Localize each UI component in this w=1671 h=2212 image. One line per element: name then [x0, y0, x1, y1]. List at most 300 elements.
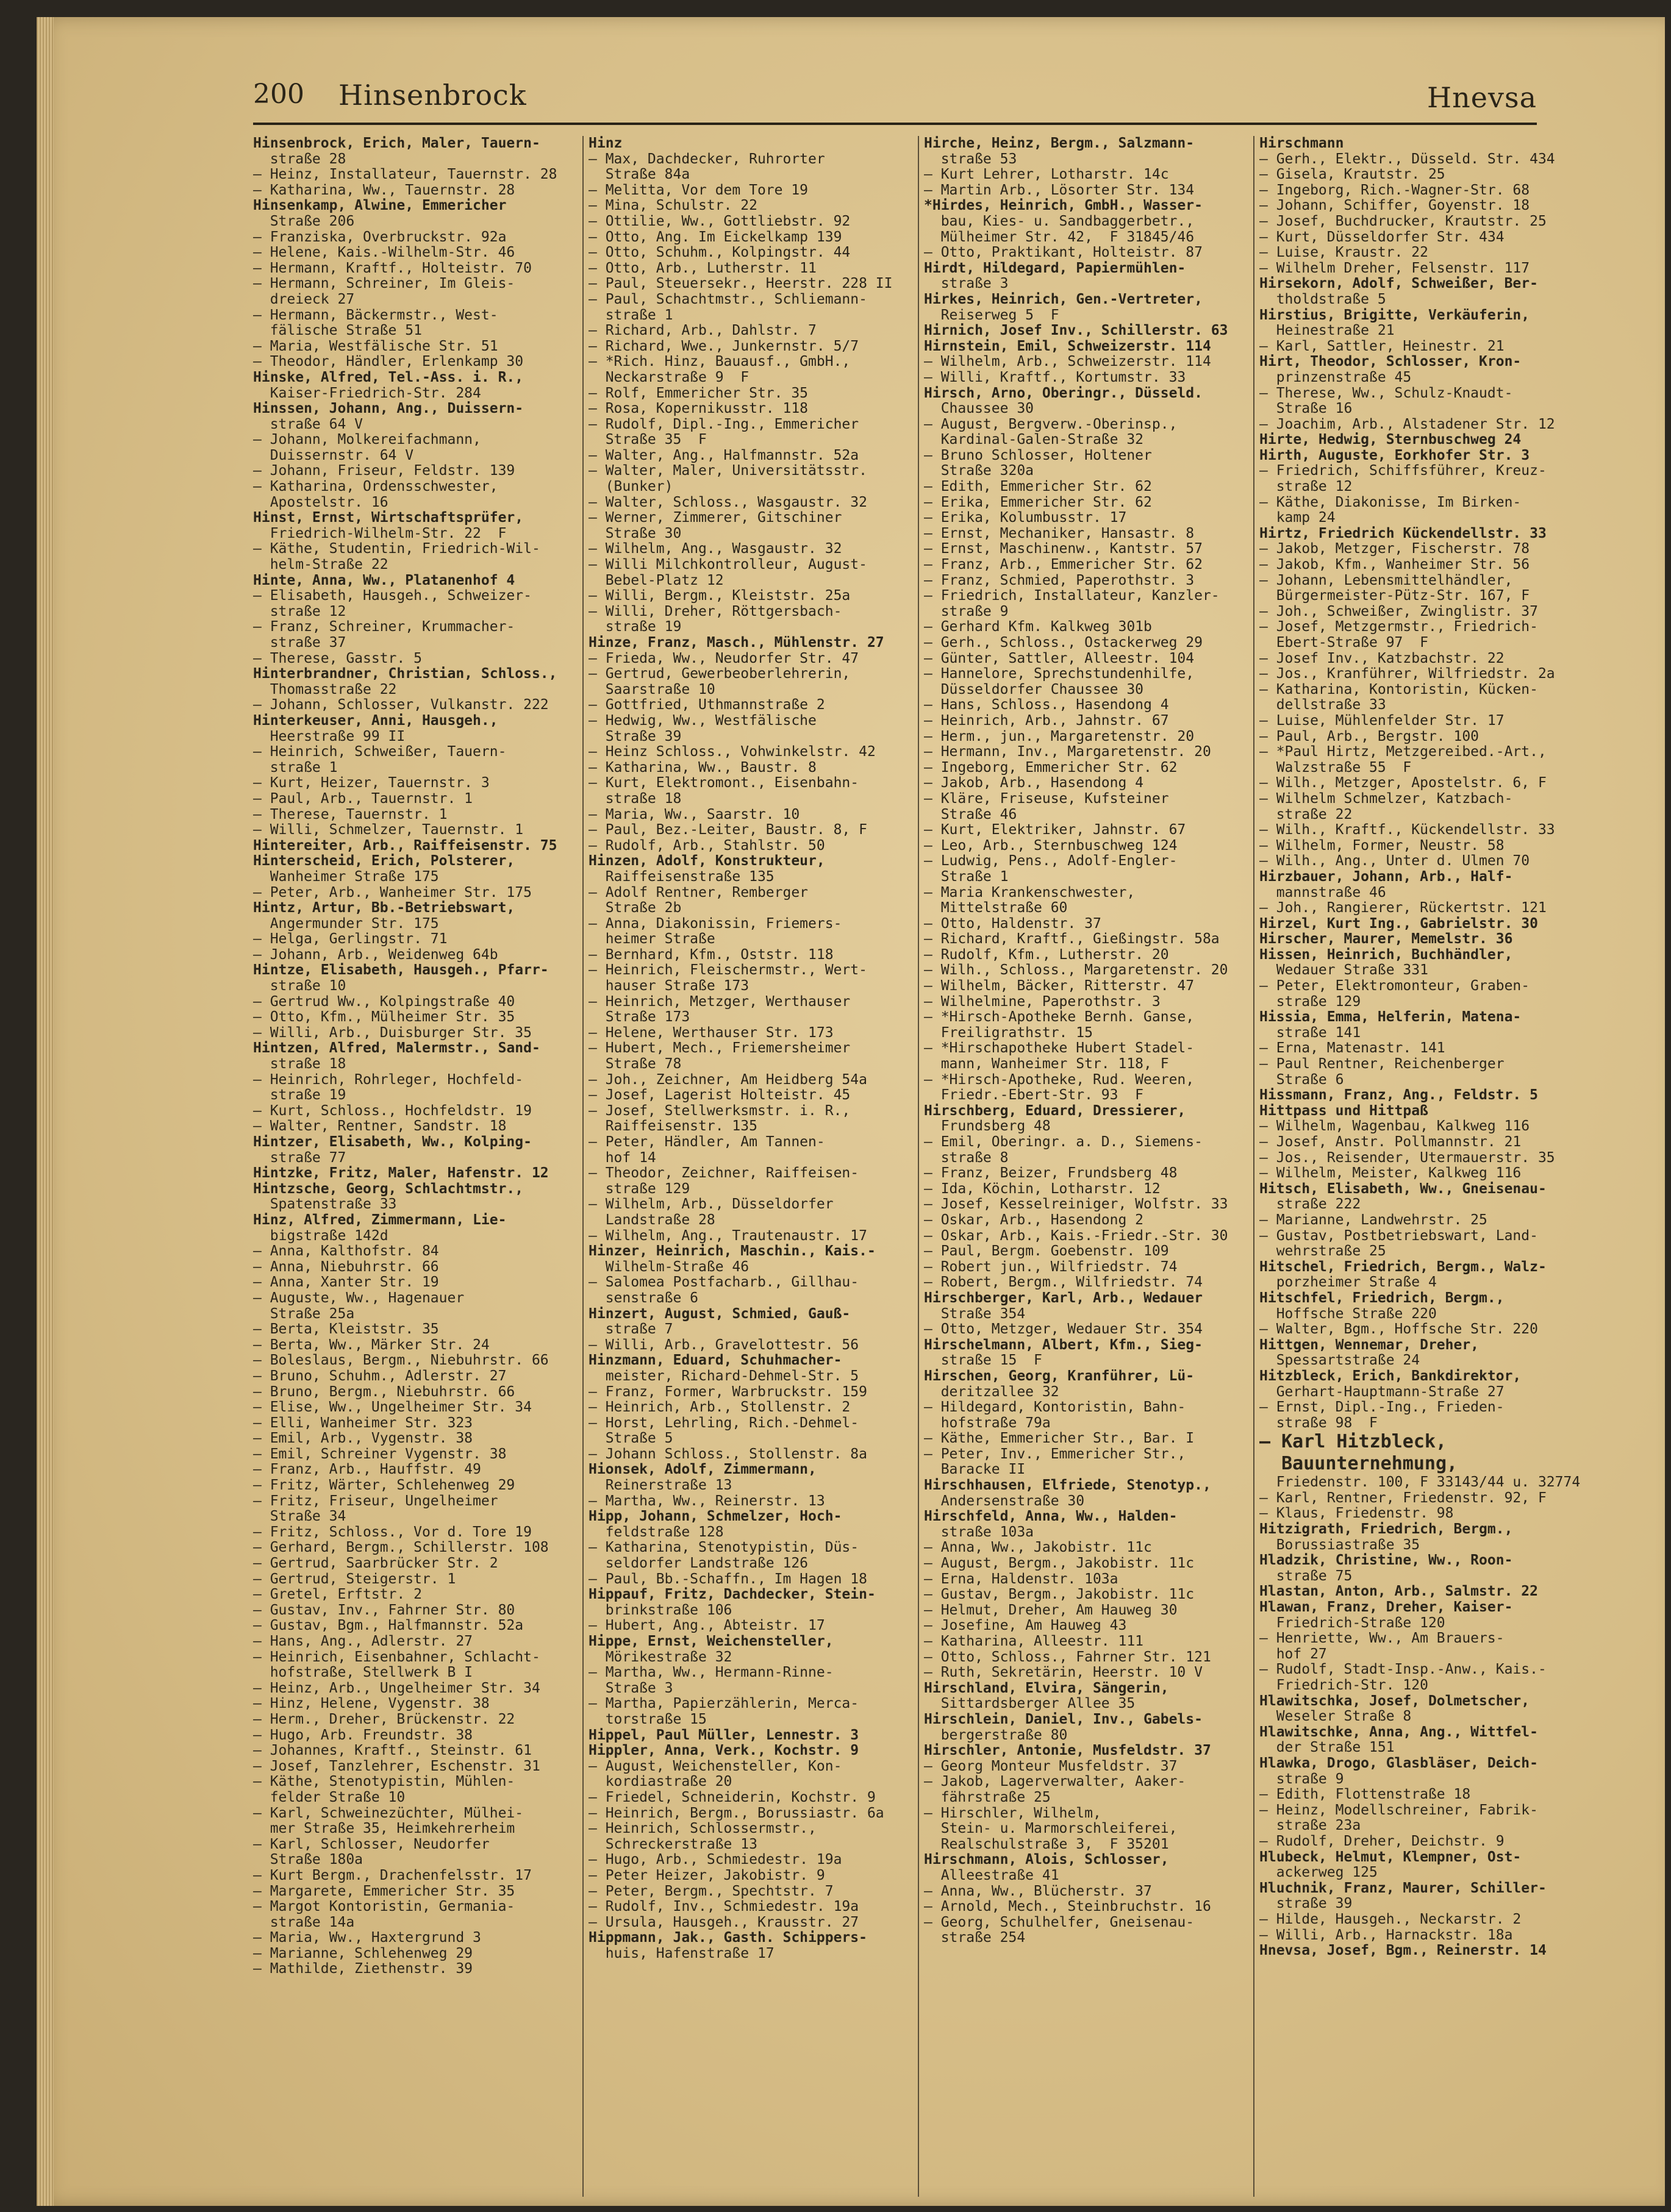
directory-entry-line: — Gretel, Erftstr. 2	[253, 1587, 422, 1603]
directory-entry-line: — Bruno Schlosser, Holtener	[924, 448, 1152, 463]
directory-entry-line: — Erika, Kolumbusstr. 17	[924, 510, 1127, 526]
directory-entry-line: straße 15 F	[924, 1353, 1042, 1369]
directory-entry-line: — Katharina, Ordensschwester,	[253, 479, 498, 495]
directory-entry-line: — Kurt Lehrer, Lotharstr. 14c	[924, 167, 1169, 183]
directory-entry-line: — Otto, Kfm., Mülheimer Str. 35	[253, 1010, 515, 1026]
directory-entry-line: Straße 3	[589, 1680, 673, 1696]
directory-entry-line: — Oskar, Arb., Kais.-Friedr.-Str. 30	[924, 1228, 1228, 1244]
directory-entry-line: — August, Bergverw.-Oberinsp.,	[924, 416, 1178, 432]
directory-entry-line: Hirzel, Kurt Ing., Gabrielstr. 30	[1259, 916, 1538, 932]
directory-entry-line: — Rolf, Emmericher Str. 35	[589, 385, 809, 401]
directory-entry-line: — Kurt, Düsseldorfer Str. 434	[1259, 229, 1505, 245]
directory-entry-line: — Fritz, Schloss., Vor d. Tore 19	[253, 1524, 532, 1540]
directory-entry-line: — Georg, Schulhelfer, Gneisenau-	[924, 1914, 1195, 1930]
directory-entry-line: Straße 16	[1259, 401, 1353, 417]
directory-entry-line: Hintze, Elisabeth, Hausgeh., Pfarr-	[253, 963, 549, 979]
directory-entry-line: — Wilhelmine, Paperothstr. 3	[924, 994, 1161, 1010]
directory-entry-line: — Kurt Bergm., Drachenfelsstr. 17	[253, 1868, 532, 1883]
directory-entry-line: Hlubeck, Helmut, Klempner, Ost-	[1259, 1849, 1522, 1865]
directory-entry-line: kamp 24	[1259, 510, 1336, 526]
directory-page	[37, 17, 1665, 2206]
directory-entry-line: — Peter Heizer, Jakobistr. 9	[589, 1868, 825, 1883]
directory-entry-line: *Hirdes, Heinrich, GmbH., Wasser-	[924, 198, 1203, 214]
directory-entry-line: — Emil, Schreiner Vygenstr. 38	[253, 1446, 507, 1462]
directory-entry-line: Hirsch, Arno, Oberingr., Düsseld.	[924, 385, 1203, 401]
directory-entry-line: — Josef, Anstr. Pollmannstr. 21	[1259, 1135, 1522, 1150]
directory-entry-line: — Martha, Papierzählerin, Merca-	[589, 1696, 859, 1712]
directory-entry-line: Saarstraße 10	[589, 682, 715, 697]
directory-entry-line: — Gerhard Kfm. Kalkweg 301b	[924, 619, 1152, 635]
directory-entry-line: Straße 1	[924, 869, 1009, 885]
directory-entry-line: — Ottilie, Ww., Gottliebstr. 92	[589, 213, 851, 229]
directory-entry-line: — Paul, Steuersekr., Heerstr. 228 II	[589, 276, 893, 292]
directory-entry-line: — Heinz, Arb., Ungelheimer Str. 34	[253, 1680, 540, 1696]
directory-entry-line: — Otto, Metzger, Wedauer Str. 354	[924, 1322, 1203, 1338]
directory-entry-line: — Leo, Arb., Sternbuschweg 124	[924, 838, 1178, 854]
directory-entry-line: — Martha, Ww., Hermann-Rinne-	[589, 1665, 834, 1681]
column-divider	[582, 136, 584, 2197]
directory-entry-line: — Ernst, Mechaniker, Hansastr. 8	[924, 526, 1195, 541]
directory-entry-line: — Joh., Schweißer, Zwinglistr. 37	[1259, 604, 1538, 619]
directory-entry-line: straße 39	[1259, 1896, 1353, 1912]
directory-entry-line: Hitschel, Friedrich, Bergm., Walz-	[1259, 1259, 1547, 1275]
directory-entry-line: — Johann, Lebensmittelhändler,	[1259, 573, 1513, 588]
directory-entry-line: — Maria, Ww., Haxtergrund 3	[253, 1930, 481, 1946]
directory-entry-line: — Wilh., Kraftf., Kückendellstr. 33	[1259, 822, 1555, 838]
directory-entry-line: — Herm., jun., Margaretenstr. 20	[924, 729, 1195, 744]
directory-entry-line: Hirzbauer, Johann, Arb., Half-	[1259, 869, 1513, 885]
directory-entry-line: — Jos., Reisender, Utermauerstr. 35	[1259, 1150, 1555, 1166]
page-edge	[37, 17, 54, 2206]
directory-entry-line: — Anna, Ww., Blücherstr. 37	[924, 1883, 1152, 1899]
directory-entry-line: — *Hirsch-Apotheke Bernh. Ganse,	[924, 1010, 1195, 1026]
directory-entry-line: Straße 35 F	[589, 432, 707, 448]
directory-entry-line: — Kurt, Heizer, Tauernstr. 3	[253, 776, 490, 791]
directory-entry-line: Hipp, Johann, Schmelzer, Hoch-	[589, 1509, 842, 1525]
directory-entry-line: — Franz, Beizer, Frundsberg 48	[924, 1166, 1178, 1182]
directory-entry-line: Hirtz, Friedrich Kückendellstr. 33	[1259, 526, 1547, 541]
directory-entry-line: — Gisela, Krautstr. 25	[1259, 167, 1445, 183]
directory-entry-line: — Hubert, Ang., Abteistr. 17	[589, 1618, 825, 1634]
directory-entry-line: Baracke II	[924, 1462, 1026, 1478]
ad-firm: Bauunternehmung,	[1259, 1453, 1458, 1475]
directory-entry-line: — Gertrud Ww., Kolpingstraße 40	[253, 994, 515, 1010]
directory-entry-line: — Maria, Ww., Saarstr. 10	[589, 807, 800, 822]
left-running-head: Hinsenbrock	[338, 79, 527, 112]
column-1	[253, 136, 579, 2197]
directory-entry-line: — Walter, Bgm., Hoffsche Str. 220	[1259, 1322, 1538, 1338]
directory-entry-line: fälische Straße 51	[253, 323, 422, 339]
directory-entry-line: — Johannes, Kraftf., Steinstr. 61	[253, 1743, 532, 1759]
directory-entry-line: — Jakob, Kfm., Wanheimer Str. 56	[1259, 557, 1530, 573]
directory-entry-line: — Werner, Zimmerer, Gitschiner	[589, 510, 842, 526]
directory-entry-line: — Josef, Kesselreiniger, Wolfstr. 33	[924, 1197, 1228, 1213]
directory-entry-line: — Johann, Schiffer, Goyenstr. 18	[1259, 198, 1530, 214]
directory-entry-line: straße 141	[1259, 1025, 1361, 1041]
directory-entry-line: — Margot Kontoristin, Germania-	[253, 1899, 515, 1915]
directory-entry-line: — Wilhelm, Former, Neustr. 58	[1259, 838, 1505, 854]
directory-entry-line: — Johann Schloss., Stollenstr. 8a	[589, 1446, 867, 1462]
directory-entry-line: Hirche, Heinz, Bergm., Salzmann-	[924, 136, 1195, 151]
directory-entry-line: — Gustav, Inv., Fahrner Str. 80	[253, 1602, 515, 1618]
directory-entry-line: mann, Wanheimer Str. 118, F	[924, 1057, 1169, 1072]
directory-entry-line: — Jakob, Metzger, Fischerstr. 78	[1259, 541, 1530, 557]
directory-entry-line: Sittardsberger Allee 35	[924, 1696, 1136, 1712]
directory-entry-line: fährstraße 25	[924, 1789, 1051, 1805]
directory-entry-line: — Gustav, Bergm., Jakobistr. 11c	[924, 1587, 1195, 1603]
directory-entry-line: — Helmut, Dreher, Am Hauweg 30	[924, 1602, 1178, 1618]
directory-entry-line: Straße 6	[1259, 1072, 1344, 1088]
directory-entry-line: straße 9	[924, 604, 1009, 619]
directory-entry-line: Straße 39	[589, 729, 682, 744]
directory-entry-line: Hnevsa, Josef, Bgm., Reinerstr. 14	[1259, 1943, 1547, 1959]
directory-entry-line: Hirkes, Heinrich, Gen.-Vertreter,	[924, 291, 1203, 307]
directory-entry-line: — Walter, Schloss., Wasgaustr. 32	[589, 494, 867, 510]
directory-entry-line: — *Hirschapotheke Hubert Stadel-	[924, 1041, 1195, 1057]
directory-entry-line: — Jakob, Lagerverwalter, Aaker-	[924, 1774, 1186, 1790]
directory-entry-line: — Wilhelm, Ang., Wasgaustr. 32	[589, 541, 842, 557]
directory-entry-line: — Kläre, Friseuse, Kufsteiner	[924, 791, 1169, 807]
directory-entry-line: — Käthe, Studentin, Friedrich-Wil-	[253, 541, 540, 557]
directory-entry-line: — Hinz, Helene, Vygenstr. 38	[253, 1696, 490, 1712]
directory-entry-line: — Otto, Praktikant, Holteistr. 87	[924, 245, 1203, 261]
directory-entry-line: Walzstraße 55 F	[1259, 760, 1412, 776]
directory-entry-line: straße 8	[924, 1150, 1009, 1166]
directory-entry-line: — Johann, Friseur, Feldstr. 139	[253, 463, 515, 479]
directory-entry-line: Hirte, Hedwig, Sternbuschweg 24	[1259, 432, 1522, 448]
directory-entry-line: — *Hirsch-Apotheke, Rud. Weeren,	[924, 1072, 1195, 1088]
directory-entry-line: — Anna, Kalthofstr. 84	[253, 1244, 439, 1260]
directory-entry-line: — Anna, Xanter Str. 19	[253, 1275, 439, 1291]
directory-entry-line: Straße 320a	[924, 463, 1034, 479]
directory-entry-line: straße 10	[253, 979, 346, 994]
directory-entry-line: Hirschberger, Karl, Arb., Wedauer	[924, 1290, 1203, 1306]
directory-entry-line: Reiserweg 5 F	[924, 307, 1059, 323]
directory-entry-line: Friedr.-Ebert-Str. 93 F	[924, 1088, 1144, 1104]
directory-entry-line: Hintzsche, Georg, Schlachtmstr.,	[253, 1181, 524, 1197]
directory-entry-line: Hirschfeld, Anna, Ww., Halden-	[924, 1509, 1178, 1525]
directory-entry-line: — Paul, Arb., Bergstr. 100	[1259, 729, 1480, 744]
directory-entry-line: — Heinrich, Schlossermstr.,	[589, 1821, 817, 1837]
directory-entry-line: — Melitta, Vor dem Tore 19	[589, 182, 809, 198]
directory-entry-line: — Josef, Metzgermstr., Friedrich-	[1259, 619, 1538, 635]
directory-entry-line: — Fritz, Wärter, Schlehenweg 29	[253, 1478, 515, 1494]
directory-entry-line: Hintzen, Alfred, Malermstr., Sand-	[253, 1041, 540, 1057]
directory-entry-line: Kaiser-Friedrich-Str. 284	[253, 385, 481, 401]
directory-entry-line: straße 98 F	[1259, 1415, 1378, 1431]
directory-entry-line: — Käthe, Stenotypistin, Mühlen-	[253, 1774, 515, 1790]
directory-entry-line: — Max, Dachdecker, Ruhrorter	[589, 151, 825, 167]
directory-entry-line: straße 37	[253, 635, 346, 651]
directory-entry-line: — Wilhelm, Meister, Kalkweg 116	[1259, 1166, 1522, 1182]
directory-entry-line: — Franz, Former, Warbruckstr. 159	[589, 1384, 867, 1400]
directory-entry-line: — Marianne, Landwehrstr. 25	[1259, 1212, 1487, 1228]
directory-entry-line: — Gottfried, Uthmannstraße 2	[589, 697, 825, 713]
directory-entry-line: helm-Straße 22	[253, 557, 388, 573]
directory-entry-line: Straße 173	[589, 1010, 690, 1026]
directory-entry-line: — Walter, Rentner, Sandstr. 18	[253, 1119, 507, 1135]
directory-entry-line: — Luise, Kraustr. 22	[1259, 245, 1428, 261]
directory-entry-line: — Helene, Kais.-Wilhelm-Str. 46	[253, 245, 515, 261]
directory-entry-line: wehrstraße 25	[1259, 1244, 1386, 1260]
directory-entry-line: Mülheimer Str. 42, F 31845/46	[924, 229, 1195, 245]
directory-entry-line: Andersenstraße 30	[924, 1493, 1085, 1509]
directory-entry-line: Hinzert, August, Schmied, Gauß-	[589, 1306, 851, 1322]
directory-entry-line: — Johann, Arb., Weidenweg 64b	[253, 947, 498, 963]
directory-entry-line: — Hubert, Mech., Friemersheimer	[589, 1041, 851, 1057]
directory-entry-line: Weseler Straße 8	[1259, 1709, 1412, 1725]
directory-entry-line: — Oskar, Arb., Hasendong 2	[924, 1212, 1144, 1228]
directory-entry-line: — Wilh., Metzger, Apostelstr. 6, F	[1259, 776, 1547, 791]
directory-entry-line: Alleestraße 41	[924, 1868, 1059, 1883]
directory-entry-line: — Theodor, Händler, Erlenkamp 30	[253, 354, 524, 370]
directory-entry-line: — Heinrich, Schweißer, Tauern-	[253, 744, 507, 760]
directory-entry-line: Spessartstraße 24	[1259, 1353, 1420, 1369]
directory-entry-line: — Josef, Stellwerksmstr. i. R.,	[589, 1103, 851, 1119]
directory-entry-line: — Gertrud, Gewerbeoberlehrerin,	[589, 666, 851, 682]
directory-entry-line: — Joh., Rangierer, Rückertstr. 121	[1259, 901, 1547, 916]
directory-entry-line: — Johann, Schlosser, Vulkanstr. 222	[253, 697, 549, 713]
directory-entry-line: — Ruth, Sekretärin, Heerstr. 10 V	[924, 1665, 1203, 1681]
directory-entry-line: Hippler, Anna, Verk., Kochstr. 9	[589, 1743, 859, 1759]
directory-entry-line: — Josef Inv., Katzbachstr. 22	[1259, 651, 1505, 666]
column-3	[924, 136, 1250, 2197]
directory-entry-line: straße 7	[589, 1322, 673, 1338]
directory-entry-line: straße 129	[589, 1181, 690, 1197]
directory-entry-line: — Theodor, Zeichner, Raiffeisen-	[589, 1166, 859, 1182]
directory-entry-line: straße 1	[589, 307, 673, 323]
directory-entry-line: Freiligrathstr. 15	[924, 1025, 1093, 1041]
directory-entry-line: Reinerstraße 13	[589, 1478, 732, 1494]
directory-entry-line: Hinterkeuser, Anni, Hausgeh.,	[253, 713, 498, 729]
directory-entry-line: hofstraße, Stellwerk B I	[253, 1665, 473, 1681]
directory-entry-line: — Wilh., Ang., Unter d. Ulmen 70	[1259, 854, 1530, 869]
directory-entry-line: — Gertrud, Steigerstr. 1	[253, 1571, 456, 1587]
directory-entry-line: — Rudolf, Inv., Schmiedestr. 19a	[589, 1899, 859, 1915]
directory-entry-line: — Heinrich, Arb., Stollenstr. 2	[589, 1400, 851, 1416]
directory-entry-line: Hintzke, Fritz, Maler, Hafenstr. 12	[253, 1166, 549, 1182]
directory-entry-line: — Heinrich, Eisenbahner, Schlacht-	[253, 1649, 540, 1665]
directory-entry-line: — Josef, Tanzlehrer, Eschenstr. 31	[253, 1758, 540, 1774]
directory-entry-line: — Hans, Ang., Adlerstr. 27	[253, 1634, 473, 1649]
directory-entry-line: bigstraße 142d	[253, 1228, 388, 1244]
directory-entry-line: straße 9	[1259, 1771, 1344, 1787]
directory-entry-line: — Willi Milchkontrolleur, August-	[589, 557, 867, 573]
directory-entry-line: — Walter, Ang., Halfmannstr. 52a	[589, 448, 859, 463]
directory-entry-line: — Wilhelm, Arb., Düsseldorfer	[589, 1197, 834, 1213]
directory-entry-line: — Karl, Schlosser, Neudorfer	[253, 1836, 490, 1852]
directory-entry-line: — Paul, Bb.-Schaffn., Im Hagen 18	[589, 1571, 867, 1587]
directory-entry-line: — Otto, Schloss., Fahrner Str. 121	[924, 1649, 1211, 1665]
directory-entry-line: — Otto, Haldenstr. 37	[924, 916, 1101, 932]
directory-entry-line: Straße 30	[589, 526, 682, 541]
directory-entry-line: Hlawan, Franz, Dreher, Kaiser-	[1259, 1600, 1513, 1616]
directory-entry-line: Hittgen, Wennemar, Dreher,	[1259, 1337, 1480, 1353]
directory-entry-line: Straße 46	[924, 807, 1017, 822]
directory-entry-line: — Ursula, Hausgeh., Krausstr. 27	[589, 1914, 859, 1930]
directory-entry-line: — Mathilde, Ziethenstr. 39	[253, 1961, 473, 1977]
directory-entry-line: Hinzmann, Eduard, Schuhmacher-	[589, 1353, 842, 1369]
directory-entry-line: — Willi, Arb., Duisburger Str. 35	[253, 1025, 532, 1041]
directory-entry-line: — Käthe, Diakonisse, Im Birken-	[1259, 494, 1522, 510]
directory-entry-line: — Hans, Schloss., Hasendong 4	[924, 697, 1169, 713]
directory-entry-line: — Heinrich, Fleischermstr., Wert-	[589, 963, 867, 979]
directory-entry-line: straße 77	[253, 1150, 346, 1166]
directory-entry-line: — Hildegard, Kontoristin, Bahn-	[924, 1400, 1186, 1416]
directory-entry-line: — Marianne, Schlehenweg 29	[253, 1946, 473, 1961]
directory-entry-line: — Bernhard, Kfm., Oststr. 118	[589, 947, 834, 963]
directory-entry-line: Bebel-Platz 12	[589, 573, 724, 588]
directory-entry-line: — Ingeborg, Rich.-Wagner-Str. 68	[1259, 182, 1530, 198]
directory-entry-line: mannstraße 46	[1259, 885, 1386, 901]
directory-entry-line: seldorfer Landstraße 126	[589, 1556, 809, 1572]
directory-entry-line: felder Straße 10	[253, 1789, 406, 1805]
directory-entry-line: Gerhart-Hauptmann-Straße 27	[1259, 1384, 1505, 1400]
directory-entry-line: Mittelstraße 60	[924, 901, 1068, 916]
directory-entry-line: Schreckerstraße 13	[589, 1836, 757, 1852]
directory-entry-line: straße 254	[924, 1930, 1026, 1946]
directory-entry-line: straße 12	[1259, 479, 1353, 495]
directory-entry-line: senstraße 6	[589, 1290, 699, 1306]
directory-entry-line: straße 28	[253, 151, 346, 167]
directory-entry-line: — Emil, Oberingr. a. D., Siemens-	[924, 1135, 1203, 1150]
directory-entry-line: — Anna, Diakonissin, Friemers-	[589, 916, 842, 932]
directory-entry-line: straße 103a	[924, 1524, 1034, 1540]
directory-entry-line: — Wilhelm Dreher, Felsenstr. 117	[1259, 260, 1530, 276]
ad-address: Friedenstr. 100, F 33143/44 u. 32774	[1259, 1475, 1581, 1491]
directory-entry-line: — Frieda, Ww., Neudorfer Str. 47	[589, 651, 859, 666]
directory-entry-line: — Anna, Ww., Jakobistr. 11c	[924, 1540, 1152, 1556]
directory-entry-line: — Jakob, Arb., Hasendong 4	[924, 776, 1144, 791]
directory-entry-line: — Henriette, Ww., Am Brauers-	[1259, 1631, 1505, 1647]
directory-entry-line: — Martha, Ww., Reinerstr. 13	[589, 1493, 825, 1509]
directory-entry-line: Hippmann, Jak., Gasth. Schippers-	[589, 1930, 867, 1946]
directory-entry-line: Hluchnik, Franz, Maurer, Schiller-	[1259, 1880, 1547, 1896]
directory-entry-line: — Wilhelm, Wagenbau, Kalkweg 116	[1259, 1119, 1530, 1135]
directory-entry-line: Heinestraße 21	[1259, 323, 1395, 339]
column-divider	[918, 136, 919, 2197]
directory-entry-line: — Gerhard, Bergm., Schillerstr. 108	[253, 1540, 549, 1556]
directory-entry-line: — Hugo, Arb. Freundstr. 38	[253, 1727, 473, 1743]
directory-entry-line: Straße 84a	[589, 167, 690, 183]
directory-entry-line: — Rudolf, Stadt-Insp.-Anw., Kais.-	[1259, 1662, 1547, 1678]
directory-entry-line: — Kurt, Schloss., Hochfeldstr. 19	[253, 1103, 532, 1119]
directory-entry-line: — Franz, Arb., Hauffstr. 49	[253, 1462, 481, 1478]
directory-entry-line: Düsseldorfer Chaussee 30	[924, 682, 1144, 697]
directory-entry-line: — Bruno, Bergm., Niebuhrstr. 66	[253, 1384, 515, 1400]
directory-entry-line: Hinterscheid, Erich, Polsterer,	[253, 854, 515, 869]
directory-entry-line: — Rudolf, Dreher, Deichstr. 9	[1259, 1833, 1505, 1849]
directory-entry-line: — Wilhelm, Arb., Schweizerstr. 114	[924, 354, 1211, 370]
directory-entry-line: hauser Straße 173	[589, 979, 750, 994]
directory-entry-line: Kardinal-Galen-Straße 32	[924, 432, 1144, 448]
directory-entry-line: — Willi, Schmelzer, Tauernstr. 1	[253, 822, 524, 838]
directory-entry-line: straße 53	[924, 151, 1017, 167]
directory-entry-line: hof 27	[1259, 1646, 1327, 1662]
directory-entry-line: Spatenstraße 33	[253, 1197, 397, 1213]
directory-entry-line: — Horst, Lehrling, Rich.-Dehmel-	[589, 1415, 859, 1431]
directory-entry-line: — Franz, Schmied, Paperothstr. 3	[924, 573, 1195, 588]
directory-entry-line: Wedauer Straße 331	[1259, 963, 1428, 979]
directory-entry-line: — Hugo, Arb., Schmiedestr. 19a	[589, 1852, 842, 1868]
directory-entry-line: — Willi, Arb., Gravelottestr. 56	[589, 1337, 859, 1353]
directory-entry-line: — Helga, Gerlingstr. 71	[253, 932, 448, 947]
directory-entry-line: — Heinrich, Rohrleger, Hochfeld-	[253, 1072, 524, 1088]
directory-entry-line: — Martin Arb., Lösorter Str. 134	[924, 182, 1195, 198]
directory-entry-line: straße 23a	[1259, 1818, 1361, 1834]
directory-entry-line: Hinske, Alfred, Tel.-Ass. i. R.,	[253, 369, 524, 385]
directory-entry-line: Duissernstr. 64 V	[253, 448, 414, 463]
directory-entry-line: Hirschland, Elvira, Sängerin,	[924, 1680, 1169, 1696]
directory-entry-line: — Otto, Arb., Lutherstr. 11	[589, 260, 817, 276]
directory-entry-line: — Hirschler, Wilhelm,	[924, 1805, 1101, 1821]
ad-name: — Karl Hitzbleck,	[1259, 1431, 1447, 1453]
directory-entry-line: — Elisabeth, Hausgeh., Schweizer-	[253, 588, 532, 604]
directory-entry-line: brinkstraße 106	[589, 1602, 732, 1618]
directory-entry-line: — Friedel, Schneiderin, Kochstr. 9	[589, 1789, 876, 1805]
directory-entry-line: — Katharina, Ww., Baustr. 8	[589, 760, 817, 776]
directory-entry-line: — Walter, Maler, Universitätsstr.	[589, 463, 867, 479]
directory-entry-line: Hlawitschka, Josef, Dolmetscher,	[1259, 1693, 1530, 1709]
directory-entry-line: — Josefine, Am Hauweg 43	[924, 1618, 1127, 1634]
directory-entry-line: hof 14	[589, 1150, 656, 1166]
directory-entry-line: Hirscher, Maurer, Memelstr. 36	[1259, 932, 1513, 947]
directory-entry-line: — Heinrich, Metzger, Werthauser	[589, 994, 851, 1010]
directory-entry-line: — Emil, Arb., Vygenstr. 38	[253, 1431, 473, 1447]
directory-entry-line: — Ernst, Dipl.-Ing., Frieden-	[1259, 1400, 1505, 1416]
directory-entry-line: Raiffeisenstr. 135	[589, 1119, 757, 1135]
directory-entry-line: — Erna, Haldenstr. 103a	[924, 1571, 1118, 1587]
directory-entry-line: Mörikestraße 32	[589, 1649, 732, 1665]
directory-entry-line: straße 129	[1259, 994, 1361, 1010]
directory-entry-line: — Peter, Bergm., Spechtstr. 7	[589, 1883, 834, 1899]
directory-entry-line: — Hermann, Bäckermstr., West-	[253, 307, 498, 323]
directory-entry-line: — Therese, Ww., Schulz-Knaudt-	[1259, 385, 1513, 401]
directory-entry-line: Hirschmann, Alois, Schlosser,	[924, 1852, 1169, 1868]
directory-entry-line: — Willi, Bergm., Kleiststr. 25a	[589, 588, 851, 604]
directory-entry-line: Hippel, Paul Müller, Lennestr. 3	[589, 1727, 859, 1743]
directory-entry-line: Hissmann, Franz, Ang., Feldstr. 5	[1259, 1088, 1538, 1104]
directory-entry-line: — Franz, Schreiner, Krummacher-	[253, 619, 515, 635]
directory-entry-line: — Heinz Schloss., Vohwinkelstr. 42	[589, 744, 876, 760]
directory-entry-line: — Paul, Schachtmstr., Schliemann-	[589, 291, 867, 307]
directory-entry-line: — Richard, Arb., Dahlstr. 7	[589, 323, 817, 339]
directory-entry-line: — Joh., Zeichner, Am Heidberg 54a	[589, 1072, 867, 1088]
directory-entry-line: Hittpass und Hittpaß	[1259, 1103, 1428, 1119]
directory-entry-line: straße 19	[589, 619, 682, 635]
directory-entry-line: — Heinz, Modellschreiner, Fabrik-	[1259, 1802, 1538, 1818]
directory-entry-line: Hinzer, Heinrich, Maschin., Kais.-	[589, 1244, 876, 1260]
directory-entry-line: Chaussee 30	[924, 401, 1034, 417]
directory-entry-line: Hlawka, Drogo, Glasbläser, Deich-	[1259, 1755, 1538, 1771]
directory-entry-line: — Peter, Händler, Am Tannen-	[589, 1135, 825, 1150]
directory-entry-line: — Otto, Schuhm., Kolpingstr. 44	[589, 245, 851, 261]
directory-entry-line: Hinzen, Adolf, Konstrukteur,	[589, 854, 825, 869]
directory-entry-line: kordiastraße 20	[589, 1774, 732, 1790]
directory-entry-line: — Edith, Flottenstraße 18	[1259, 1787, 1471, 1803]
directory-entry-line: Hissia, Emma, Helferin, Matena-	[1259, 1010, 1522, 1026]
directory-entry-line: — Otto, Ang. Im Eickelkamp 139	[589, 229, 842, 245]
directory-entry-line: — Erna, Matenastr. 141	[1259, 1041, 1445, 1057]
directory-entry-line: — Rudolf, Dipl.-Ing., Emmericher	[589, 416, 859, 432]
directory-entry-line: straße 1	[253, 760, 338, 776]
directory-entry-line: Hionsek, Adolf, Zimmermann,	[589, 1462, 817, 1478]
directory-entry-line: — Gustav, Bgm., Halfmannstr. 52a	[253, 1618, 524, 1634]
directory-entry-line: — Karl, Schweinezüchter, Mülhei-	[253, 1805, 524, 1821]
directory-entry-line: — Therese, Gasstr. 5	[253, 651, 422, 666]
directory-entry-line: huis, Hafenstraße 17	[589, 1946, 775, 1961]
directory-entry-line: — Karl, Sattler, Heinestr. 21	[1259, 338, 1505, 354]
